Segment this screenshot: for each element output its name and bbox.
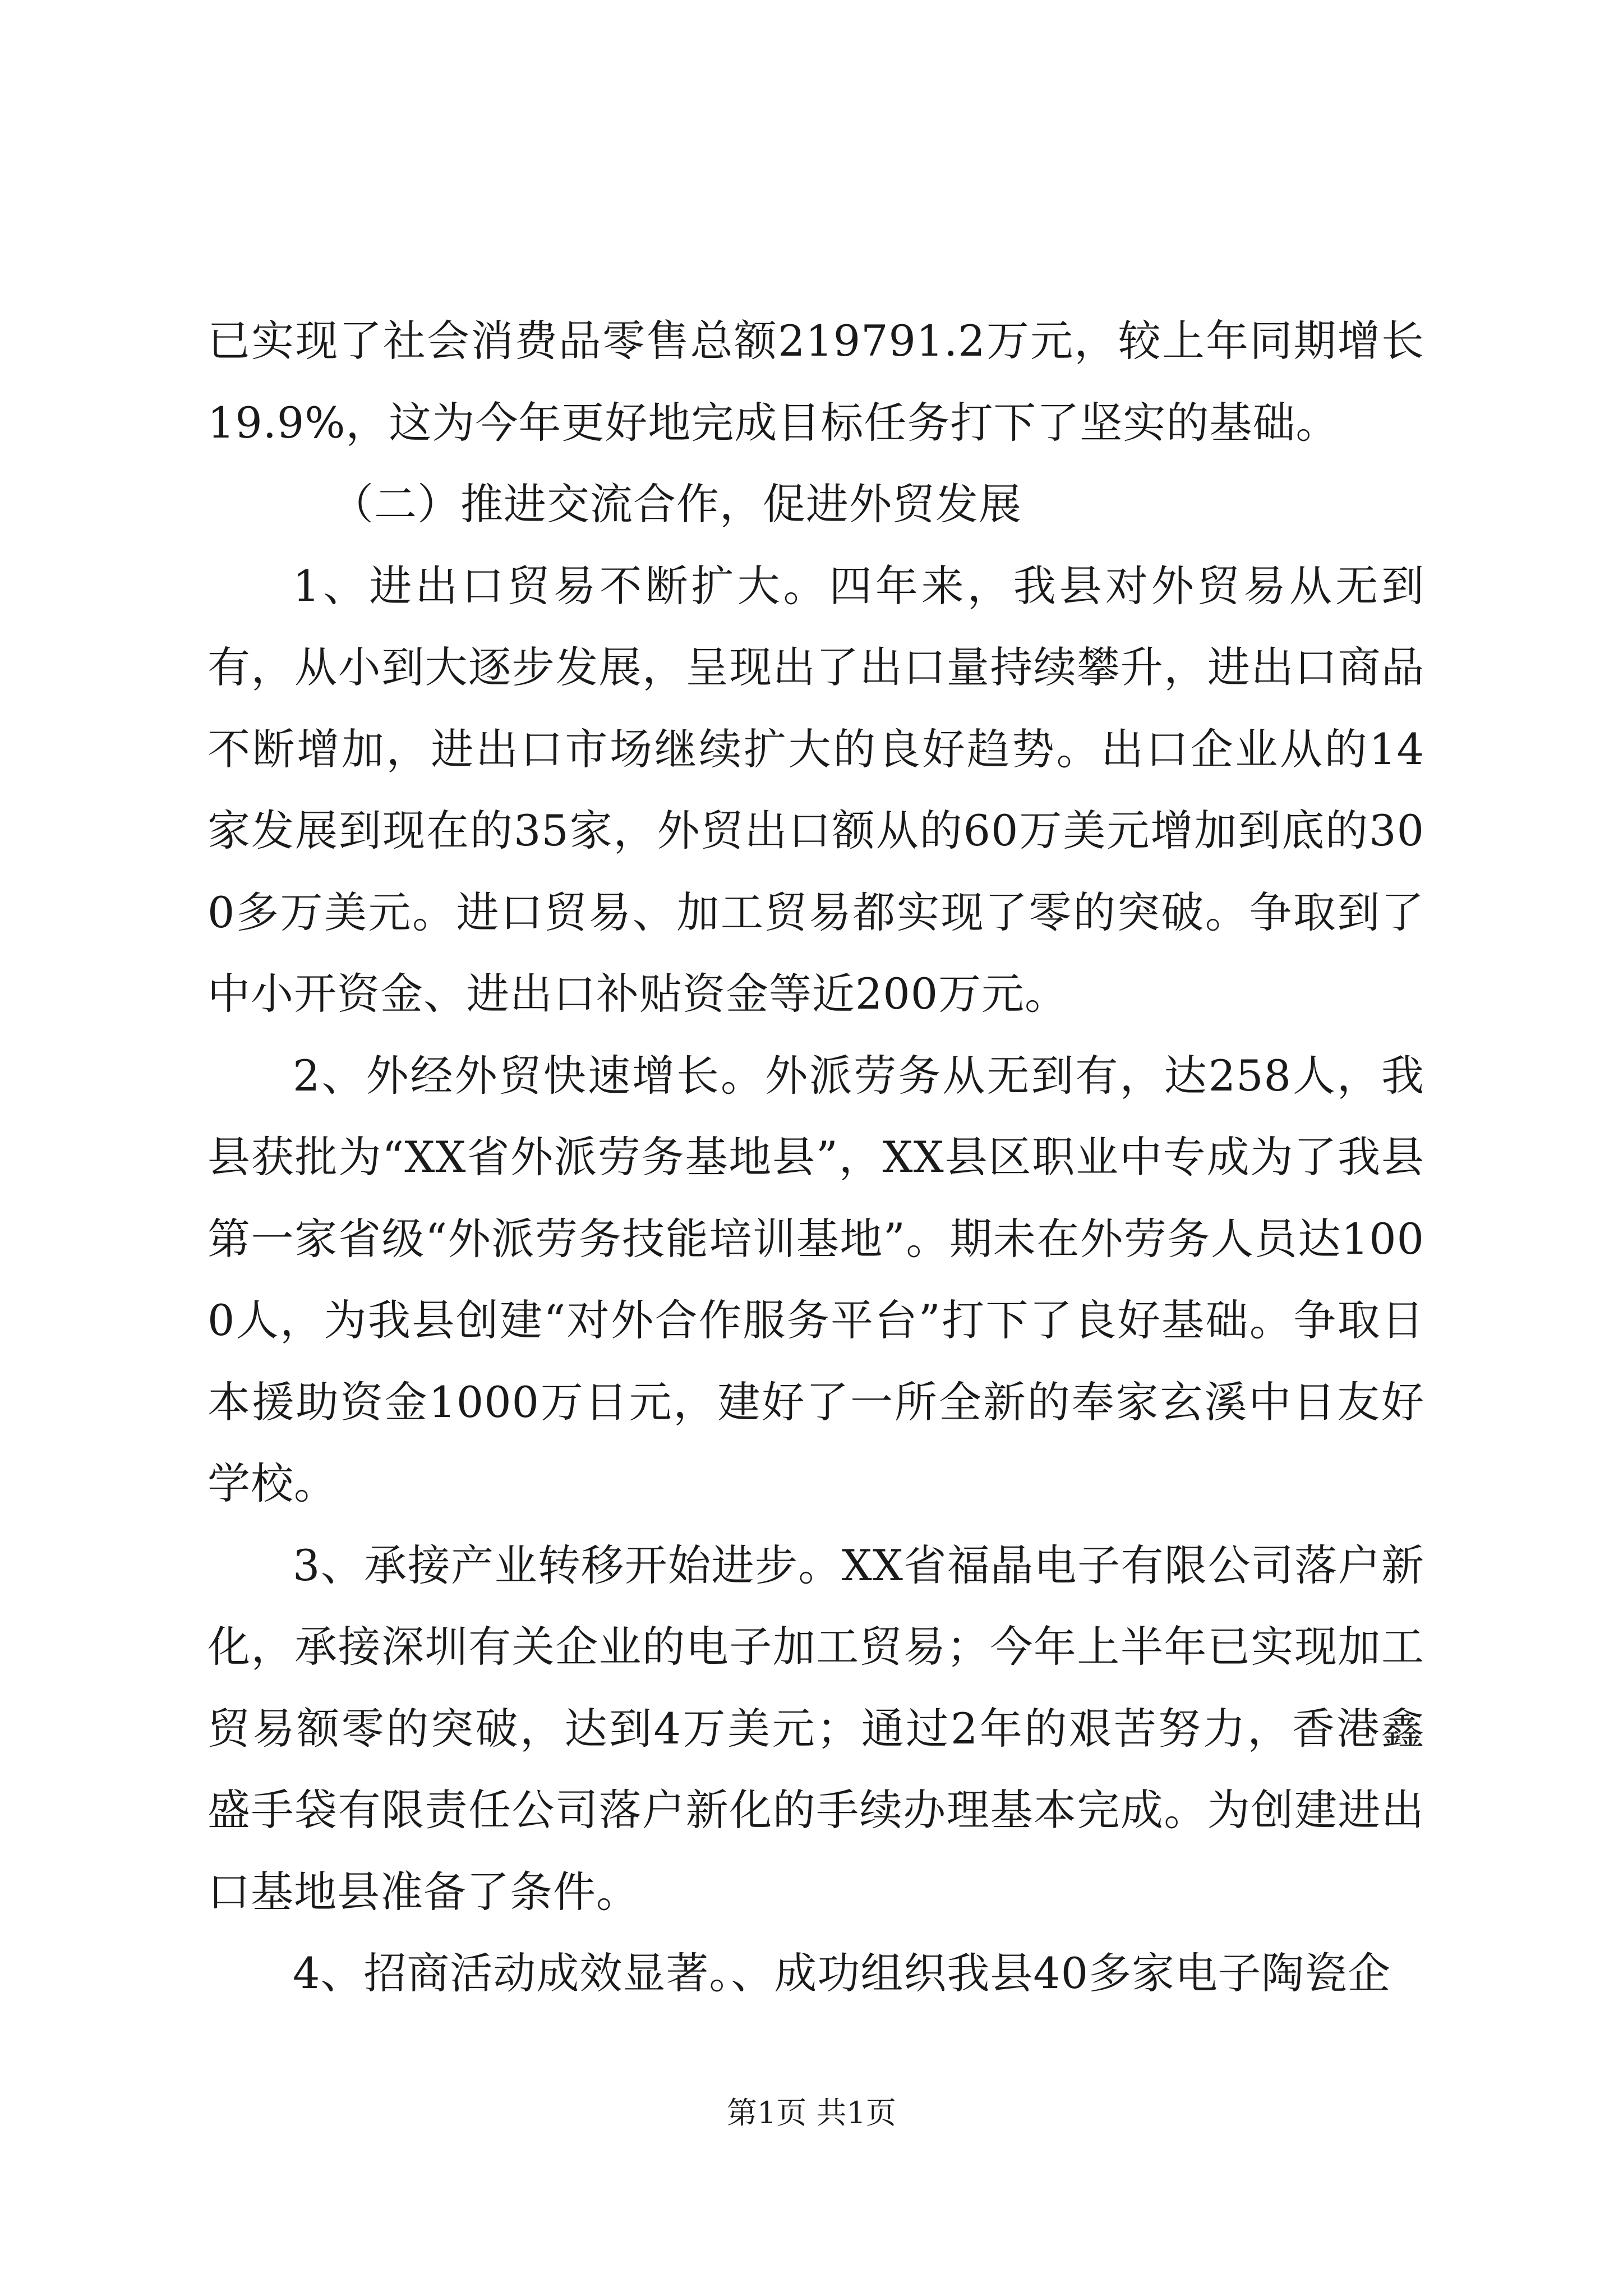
paragraph-investment: 4、招商活动成效显著。、成功组织我县40多家电子陶瓷企	[293, 1948, 1391, 1998]
paragraph-industry-transfer: 3、承接产业转移开始进步。XX省福晶电子有限公司落户新化，承接深圳有关企业的电子加工贸易；今年上半年已实现加工贸易额零的突破，达到4万美元；通过2年的艰苦努力，香港鑫盛手袋有限责任公司落户新化的手续办理基本完成。为创建进出口基地县准备了条件。	[208, 1540, 1424, 1917]
paragraph-import-export: 1、进出口贸易不断扩大。四年来，我县对外贸易从无到有，从小到大逐步发展，呈现出了出口量持续攀升，进出口商品不断增加，进出口市场继续扩大的良好趋势。出口企业从的14家发展到现在的35家，外贸出口额从的60万美元增加到底的300多万美元。进口贸易、加工贸易都实现了零的突破。争取到了中小开资金、进出口补贴资金等近200万元。	[208, 560, 1424, 1019]
section-heading: （二）推进交流合作，促进外贸发展	[331, 479, 1022, 529]
document-body	[208, 300, 1424, 2014]
page-footer: 第1页 共1页	[727, 2095, 896, 2131]
paragraph-continuation: 已实现了社会消费品零售总额219791.2万元，较上年同期增长19.9%，这为今年更好地完成目标任务打下了坚实的基础。	[208, 316, 1424, 448]
paragraph-foreign-labor: 2、外经外贸快速增长。外派劳务从无到有，达258人，我县获批为“XX省外派劳务基地县”，XX县区职业中专成为了我县第一家省级“外派劳务技能培训基地”。期未在外劳务人员达1000人，为我县创建“对外合作服务平台”打下了良好基础。争取日本援助资金1000万日元，建好了一所全新的奉家玄溪中日友好学校。	[208, 1050, 1424, 1508]
